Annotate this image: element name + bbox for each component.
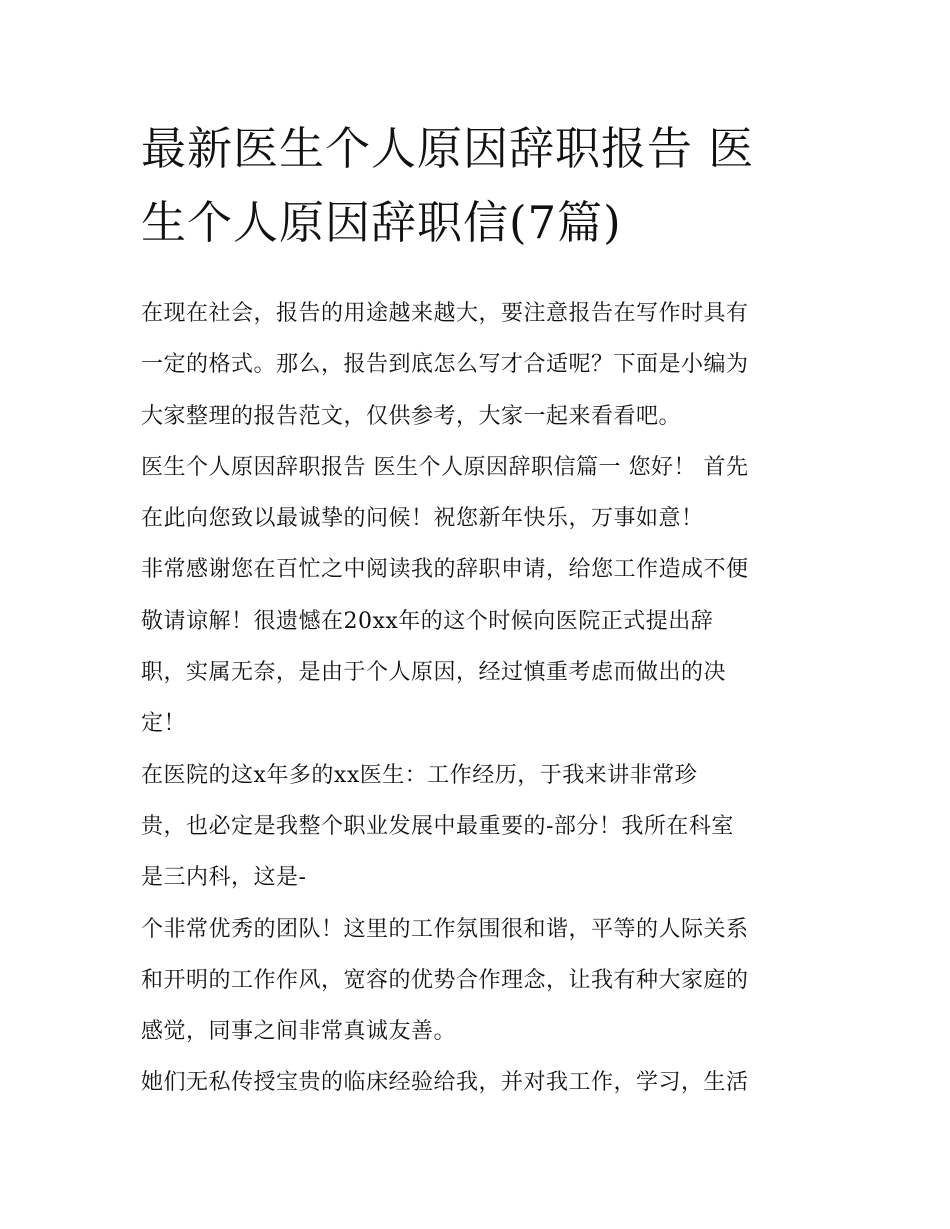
text-line: 是三内科，这是- (141, 865, 307, 891)
title-line-2: 生个人原因辞职信(7篇) (141, 196, 622, 249)
text-line: 她们无私传授宝贵的临床经验给我，并对我工作，学习，生活 (141, 1070, 749, 1096)
text-line: 大家整理的报告范文，仅供参考，大家一起来看看吧。 (141, 403, 682, 429)
document-body (141, 288, 830, 1109)
paragraph-thanks (141, 544, 830, 749)
text-line: 个非常优秀的团队！这里的工作氛围很和谐，平等的人际关系 (141, 916, 749, 942)
text-line: 职，实属无奈，是由于个人原因，经过慎重考虑而做出的决 (141, 660, 727, 686)
text-line: 感觉，同事之间非常真诚友善。 (141, 1019, 457, 1045)
paragraph-greeting (141, 442, 830, 545)
text-line: 在医院的这x年多的xx医生：工作经历，于我来讲非常珍 (141, 762, 698, 788)
text-line: 和开明的工作作风，宽容的优势合作理念，让我有种大家庭的 (141, 967, 749, 993)
text-line: 在此向您致以最诚挚的问候！祝您新年快乐，万事如意！ (141, 506, 704, 532)
text-line: 在现在社会，报告的用途越来越大，要注意报告在写作时具有 (141, 301, 749, 326)
paragraph-experience (141, 750, 830, 904)
text-line: 敬请谅解！很遗憾在20xx年的这个时候向医院正式提出辞 (141, 608, 714, 634)
text-line: 非常感谢您在百忙之中阅读我的辞职申请，给您工作造成不便 (141, 557, 749, 583)
text-line: 贵，也必定是我整个职业发展中最重要的-部分！我所在科室 (141, 813, 734, 839)
document-title (141, 112, 830, 260)
paragraph-team (141, 904, 830, 1058)
text-line: 医生个人原因辞职报告 医生个人原因辞职信篇一 您好！ 首先 (141, 454, 749, 480)
text-line: 定！ (141, 711, 187, 737)
paragraph-intro (141, 288, 830, 442)
paragraph-colleagues (141, 1057, 830, 1108)
text-line: 一定的格式。那么，报告到底怎么写才合适呢？下面是小编为 (141, 352, 749, 378)
title-line-1: 最新医生个人原因辞职报告 医 (141, 122, 755, 175)
